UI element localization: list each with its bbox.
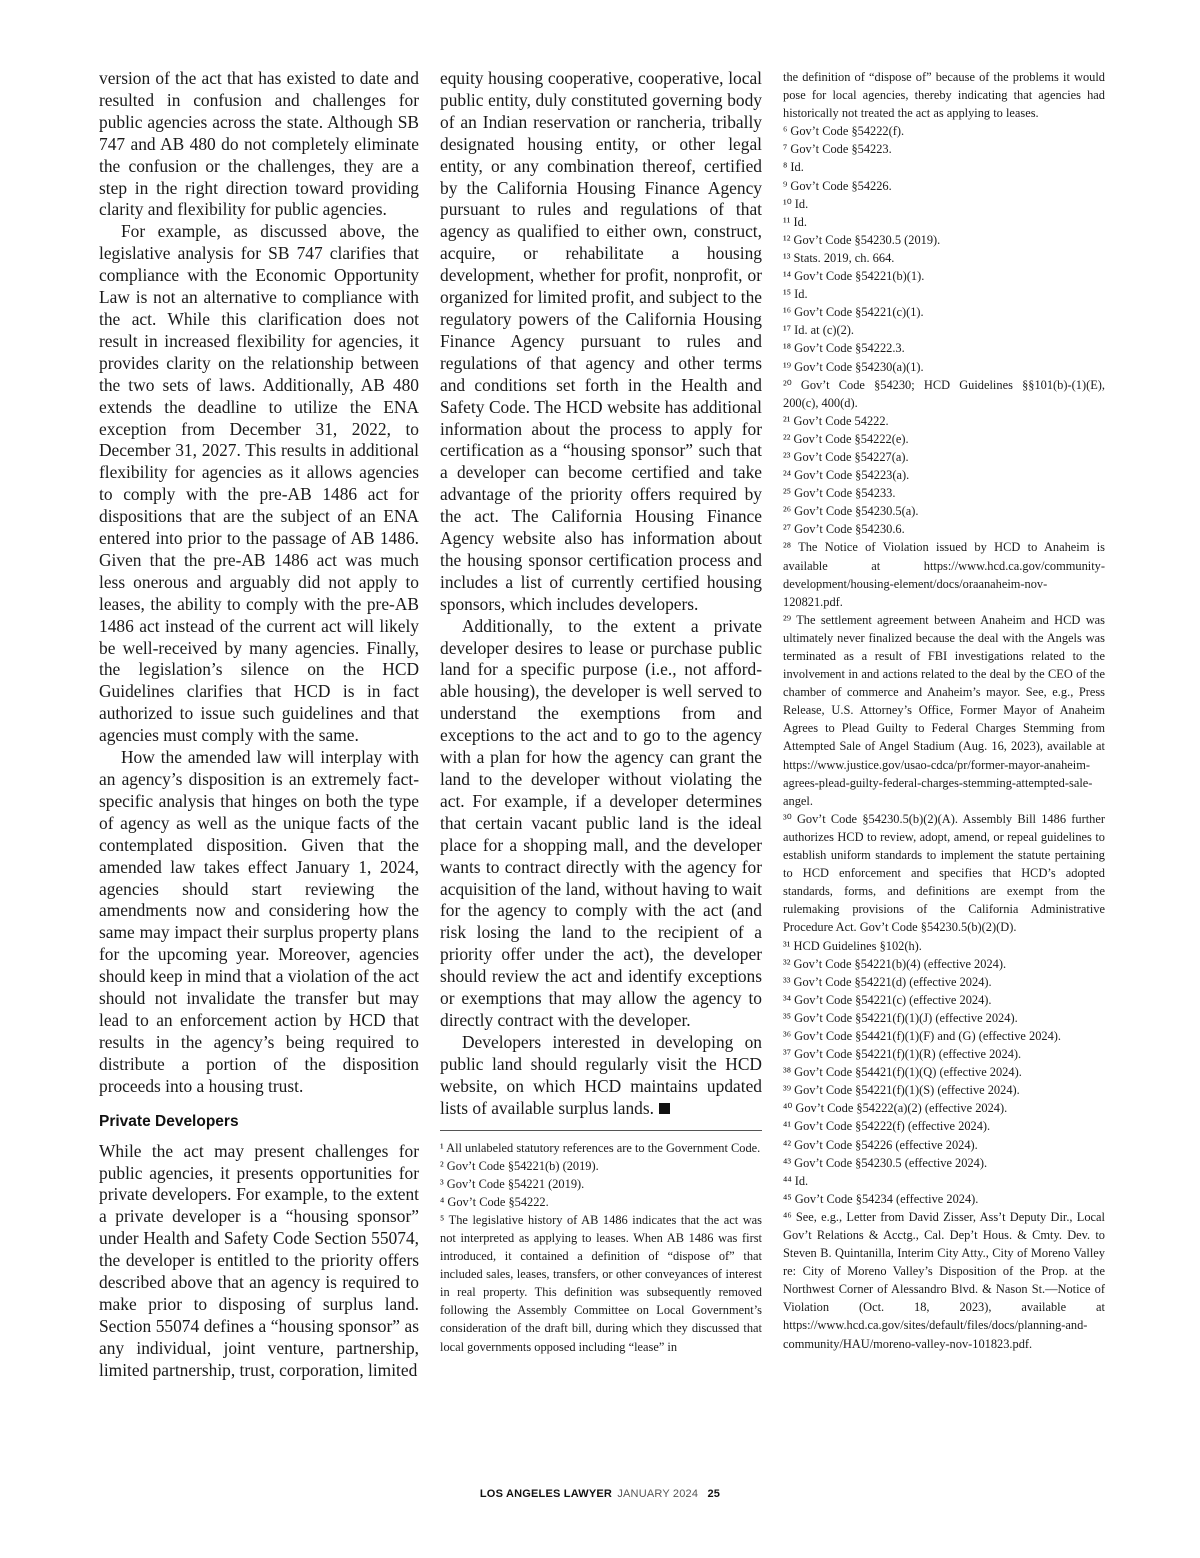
footnote: ²³ Gov’t Code §54227(a).: [783, 449, 909, 464]
footnote: ²⁸ The Notice of Violation issued by HCD to Anaheim is available at https://www.hcd.ca.gov/community-development/housing-element/docs/oraanaheim-nov-120821.pdf.: [783, 540, 1105, 609]
footnote: ¹² Gov’t Code §54230.5 (2019).: [783, 232, 941, 247]
footnote: ⁹ Gov’t Code §54226.: [783, 178, 892, 193]
footnote: ²² Gov’t Code §54222(e).: [783, 431, 909, 446]
footnote: ³³ Gov’t Code §54221(d) (effective 2024).: [783, 974, 992, 989]
column-1: [99, 68, 419, 1382]
footnote: ⁴⁴ Id.: [783, 1173, 809, 1188]
footnote: ¹⁵ Id.: [783, 287, 808, 302]
footnote: ⁷ Gov’t Code §54223.: [783, 142, 892, 157]
magazine-name: LOS ANGELES LAWYER: [479, 1488, 613, 1500]
col2-paragraph-1: equity housing cooperative, cooperative, local public entity, duly constituted governing body of an Indian reservation or rancheria, tribally designated housing entity, or other legal entity, or any combination thereof, certified by the California Housing Finance Agency pursuant to rules and regulations of that agency as qualified to either own, construct, acquire, or rehabilitate a housing development, whether for profit, nonprofit, or organized for limited profit, and subject to the regulatory powers of the California Housing Finance Agency pursuant to rules and regulations of that agency and other terms and conditions set forth in the Health and Safety Code. The HCD website has additional information about the process to apply for certification as a “housing sponsor” such that a developer can become certified and take advantage of the priority offers required by the act. The California Housing Finance Agency website also has information about the housing sponsor certification process and includes a list of currently certified housing sponsors, which includes developers.: [440, 68, 762, 614]
page-footer: [0, 1488, 1200, 1500]
footnote: ¹⁴ Gov’t Code §54221(b)(1).: [783, 269, 925, 284]
col2-paragraph-3-text: Developers interested in developing on public land should regularly visit the HCD website, on which HCD maintains updated lists of available surplus lands.: [440, 1031, 762, 1118]
footnote: ²⁹ The settlement agreement between Anaheim and HCD was ultimately never finalized because the deal with the Angels was terminated as a result of FBI investigations related to the involvement in and actions related to the deal by the CEO of the chamber of commerce and Anaheim’s mayor. See, e.g., Press Release, U.S. Attorney’s Office, Former Mayor of Anaheim Agrees to Plead Guilty to Federal Charges Stemming from Attempted Sale of Angel Stadium (Aug. 16, 2023), available at https://www.justice.gov/usao-cdca/pr/former-mayor-anaheim-agrees-plead-guilty-federal-charges-stemming-attempted-sale-angel.: [783, 612, 1105, 808]
footnote: ³⁰ Gov’t Code §54230.5(b)(2)(A). Assembly Bill 1486 further authorizes HCD to review, adopt, amend, or repeal guidelines to establish uniform standards to implement the statute pertaining to HCD enforcement and specifies that HCD’s adopted standards, forms, and definitions are exempt from the rulemaking provisions of the California Administrative Procedure Act. Gov’t Code §54230.5(b)(2)(D).: [783, 811, 1105, 935]
footnote-divider: [440, 1130, 762, 1131]
footnote: ³⁹ Gov’t Code §54221(f)(1)(S) (effective 2024).: [783, 1083, 1020, 1098]
footnote: ⁴³ Gov’t Code §54230.5 (effective 2024).: [783, 1155, 988, 1170]
col2-paragraph-2: Additionally, to the extent a private developer desires to lease or purchase public land for a specific purpose (i.e., not affordable housing), the developer is well served to understand the exemptions from and exceptions to the act and to go to the agency with a plan for how the agency can grant the land to the developer without violating the act. For example, if a developer determines that certain vacant public land is the ideal place for a shopping mall, and the developer wants to contract directly with the agency for acquisition of the land, without having to wait for the agency to comply with the act (and risk losing the land to the recipient of a priority offer under the act), the developer should review the act and identify exceptions or exemptions that may allow the agency to directly contract with the developer.: [440, 615, 762, 1030]
footnote: ¹⁹ Gov’t Code §54230(a)(1).: [783, 359, 924, 374]
footnote: ⁶ Gov’t Code §54222(f).: [783, 124, 905, 139]
footnotes-col2: [440, 1139, 762, 1356]
footnote: ¹³ Stats. 2019, ch. 664.: [783, 250, 895, 265]
footnote: ²⁴ Gov’t Code §54223(a).: [783, 468, 910, 483]
footnote: ³⁴ Gov’t Code §54221(c) (effective 2024).: [783, 992, 992, 1007]
footnote: ⁴¹ Gov’t Code §54222(f) (effective 2024).: [783, 1119, 991, 1134]
footnote: ³⁶ Gov’t Code §54421(f)(1)(F) and (G) (effective 2024).: [783, 1028, 1062, 1043]
footnote: ³⁸ Gov’t Code §54421(f)(1)(Q) (effective 2024).: [783, 1065, 1022, 1080]
footnote: ³¹ HCD Guidelines §102(h).: [783, 938, 922, 953]
footnote: ¹⁰ Id.: [783, 196, 809, 211]
footnote: ⁵ The legislative history of AB 1486 indicates that the act was not interpreted as applying to leases. When AB 1486 was first introduced, it contained a definition of “dispose of” that included sales, leases, transfers, or other conveyances of interest in real property. This definition was subsequently removed following the Assembly Committee on Local Government’s consideration of the draft bill, during which they discussed that local governments opposed including “lease” in: [440, 1212, 762, 1354]
footnote: ¹⁶ Gov’t Code §54221(c)(1).: [783, 305, 924, 320]
footnote: ²⁵ Gov’t Code §54233.: [783, 486, 896, 501]
footnote: ³² Gov’t Code §54221(b)(4) (effective 2024).: [783, 956, 1007, 971]
col1-paragraph-2: For example, as discussed above, the legislative analysis for SB 747 clarifies that compliance with the Economic Opportunity Law is not an alternative to compliance with the act. While this clarification does not result in increased flexibility for agencies, it provides clarity on the relationship between the two sets of laws. Additionally, AB 480 extends the deadline to utilize the ENA exception from December 31, 2022, to December 31, 2027. This results in additional flexibility for agencies as it allows agencies to comply with the pre-AB 1486 act for dispositions that are the subject of an ENA entered into prior to the passage of AB 1486. Given that the pre-AB 1486 act was much less onerous and arguably did not apply to leases, the ability to comply with the pre-AB 1486 act instead of the current act will likely be well-received by many agencies. Finally, the legislation’s silence on the HCD Guidelines clarifies that HCD is in fact authorized to issue such guidelines and that agencies must comply with the same.: [99, 221, 419, 746]
footnote: ³⁷ Gov’t Code §54221(f)(1)(R) (effective 2024).: [783, 1047, 1022, 1062]
col2-paragraph-3: [440, 1032, 762, 1120]
col1-paragraph-4: While the act may present challenges for public agencies, it presents opportunities for private developers. For example, to the extent a private developer is a “housing sponsor” under Health and Safety Code Section 55074, the developer is entitled to the priority offers described above that an agency is required to make prior to disposing of surplus land. Section 55074 defines a “housing sponsor” as any individual, joint venture, partnership, limited partnership, trust, corporation, limited: [99, 1140, 419, 1380]
footnote: ² Gov’t Code §54221(b) (2019).: [440, 1158, 599, 1173]
footnote: ⁴² Gov’t Code §54226 (effective 2024).: [783, 1137, 978, 1152]
footnote: ¹ All unlabeled statutory references are to the Government Code.: [440, 1140, 761, 1155]
footnote: ⁴ Gov’t Code §54222.: [440, 1194, 549, 1209]
footnote: ³ Gov’t Code §54221 (2019).: [440, 1176, 585, 1191]
footnote: ⁴⁰ Gov’t Code §54222(a)(2) (effective 2024).: [783, 1101, 1008, 1116]
section-heading-private-developers: Private Developers: [99, 1112, 239, 1130]
col1-paragraph-3: How the amended law will interplay with an agency’s disposition is an extremely fact-specific analysis that hinges on both the type of agency as well as the unique facts of the contemplated disposition. Given that the amended law takes effect January 1, 2024, agencies should start reviewing the amendments now and considering how the same may impact their surplus property plans for the upcoming year. Moreover, agencies should keep in mind that a violation of the act should not invalidate the transfer but may lead to an enforcement action by HCD that results in the agency’s being required to distribute a portion of the disposition proceeds into a housing trust.: [99, 747, 419, 1096]
col2-body: [440, 68, 762, 1120]
footnote: the definition of “dispose of” because of the problems it would pose for local agencies, thereby indicating that agencies had historically not treated the act as applying to leases.: [783, 70, 1105, 121]
column-2: [440, 68, 762, 1356]
footnote: ³⁵ Gov’t Code §54221(f)(1)(J) (effective 2024).: [783, 1010, 1018, 1025]
page-number: 25: [707, 1488, 721, 1500]
footnote: ⁴⁶ See, e.g., Letter from David Zisser, Ass’t Deputy Dir., Local Gov’t Relations & Acctg., Cal. Dep’t Hous. & Cmty. Dev. to Steven B. Quintanilla, Interim City Atty., City of Moreno Valley re: City of Moreno Valley’s Disposition of the Prop. at the Northwest Corner of Alessandro Blvd. & Nason St.—Notice of Violation (Oct. 18, 2023), available at https://www.hcd.ca.gov/sites/default/files/docs/planning-and-community/HAU/moreno-valley-nov-101823.pdf.: [783, 1209, 1105, 1351]
footnote: ²⁷ Gov’t Code §54230.6.: [783, 522, 905, 537]
footnote: ¹¹ Id.: [783, 214, 807, 229]
footnote: ²⁶ Gov’t Code §54230.5(a).: [783, 504, 919, 519]
footnote: ⁸ Id.: [783, 160, 804, 175]
footnote: ²⁰ Gov’t Code §54230; HCD Guidelines §§101(b)-(1)(E), 200(c), 400(d).: [783, 377, 1105, 410]
footnote: ²¹ Gov’t Code 54222.: [783, 413, 889, 428]
footnote: ⁴⁵ Gov’t Code §54234 (effective 2024).: [783, 1191, 979, 1206]
end-of-article-mark: [659, 1103, 670, 1114]
footnote: ¹⁷ Id. at (c)(2).: [783, 323, 854, 338]
footnote: ¹⁸ Gov’t Code §54222.3.: [783, 341, 905, 356]
col1-paragraph-1: version of the act that has existed to date and resulted in confusion and challenges for public agencies across the state. Although SB 747 and AB 480 do not completely eliminate the confusion or the challenges, they are a step in the right direction toward providing clarity and flexibility for public agencies.: [99, 68, 419, 220]
issue-date: JANUARY 2024: [617, 1488, 699, 1500]
footnotes-col3: [783, 68, 1105, 1353]
